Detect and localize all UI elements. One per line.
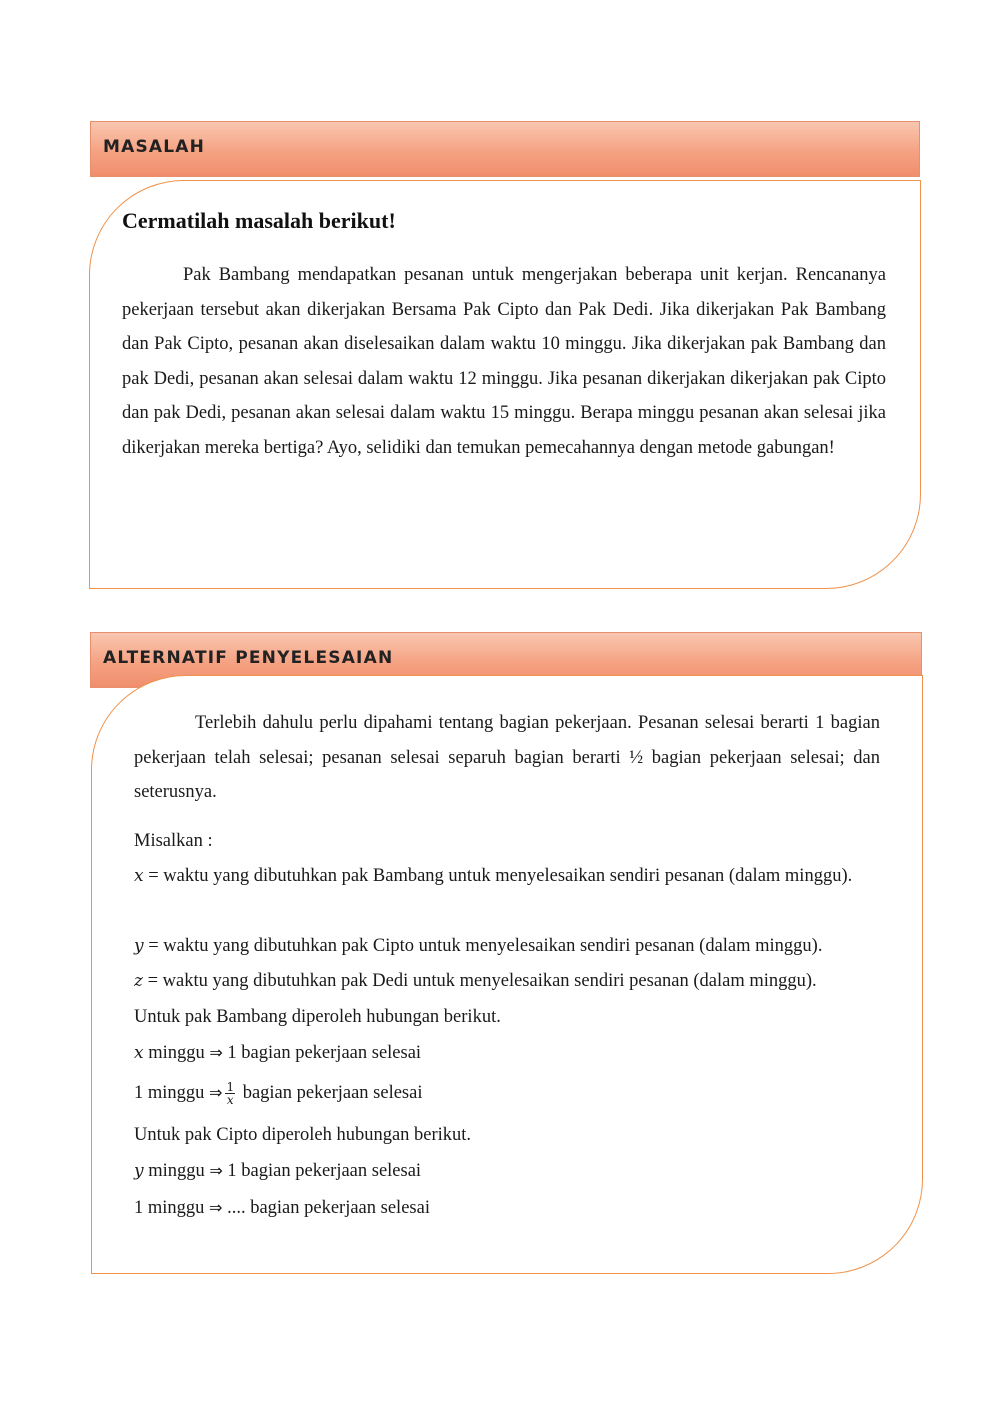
- var-y: y: [134, 936, 144, 956]
- definition-y: [134, 929, 822, 963]
- definition-y-text: = waktu yang dibutuhkan pak Cipto untuk menyelesaikan sendiri pesanan (dalam minggu).: [148, 936, 823, 956]
- fraction-one-over-x: [225, 1081, 235, 1106]
- var-z: z: [134, 971, 143, 991]
- definition-x-text: = waktu yang dibutuhkan pak Bambang untuk menyelesaikan sendiri pesanan (dalam minggu).: [148, 866, 853, 886]
- cipto-relation-2-result: .... bagian pekerjaan selesai: [227, 1198, 430, 1218]
- definition-z-text: = waktu yang dibutuhkan pak Dedi untuk menyelesaikan sendiri pesanan (dalam minggu).: [147, 971, 817, 991]
- cipto-relation-1-result: 1 bagian pekerjaan selesai: [227, 1161, 422, 1181]
- masalah-heading: Cermatilah masalah berikut!: [122, 208, 396, 233]
- cipto-relation-2-unit: 1 minggu: [134, 1198, 205, 1218]
- implies-arrow-icon: ⇒: [209, 1161, 223, 1180]
- definition-x: [134, 859, 880, 894]
- cipto-intro: Untuk pak Cipto diperoleh hubungan berikut.: [134, 1125, 472, 1145]
- bambang-relation-1-unit: minggu: [148, 1043, 205, 1063]
- penyelesaian-banner-title: ALTERNATIF PENYELESAIAN: [103, 648, 394, 668]
- var-x: x: [134, 1043, 144, 1063]
- bambang-relation-1-result: 1 bagian pekerjaan selesai: [227, 1043, 422, 1063]
- masalah-banner: [90, 121, 920, 177]
- misalkan-label: Misalkan :: [134, 831, 213, 851]
- masalah-paragraph: Pak Bambang mendapatkan pesanan untuk mengerjakan beberapa unit kerjan. Rencananya pekerjaan tersebut akan dikerjakan Bersama Pak Cipto dan Pak Dedi. Jika dikerjakan Pak Bambang dan Pak Cipto, pesanan akan diselesaikan dalam waktu 10 minggu. Jika dikerjakan pak Bambang dan pak Dedi, pesanan akan selesai dalam waktu 12 minggu. Jika pesanan dikerjakan dikerjakan pak Cipto dan pak Dedi, pesanan akan selesai dalam waktu 15 minggu. Berapa minggu pesanan akan selesai jika dikerjakan mereka bertiga? Ayo, selidiki dan temukan pemecahannya dengan metode gabungan!: [122, 265, 886, 458]
- bambang-intro: Untuk pak Bambang diperoleh hubungan berikut.: [134, 1007, 501, 1027]
- bambang-relation-2-result: bagian pekerjaan selesai: [242, 1083, 423, 1103]
- var-x: x: [134, 866, 144, 886]
- implies-arrow-icon: ⇒: [209, 1043, 223, 1062]
- fraction-numerator: 1: [226, 1080, 235, 1095]
- var-y: y: [134, 1161, 144, 1181]
- implies-arrow-icon: ⇒: [209, 1083, 223, 1102]
- penyelesaian-intro: Terlebih dahulu perlu dipahami tentang bagian pekerjaan. Pesanan selesai berarti 1 bagian pekerjaan telah selesai; pesanan selesai separuh bagian berarti ½ bagian pekerjaan selesai; dan seterusnya.: [134, 713, 880, 802]
- bambang-relation-2-unit: 1 minggu: [134, 1083, 205, 1103]
- fraction-denominator: x: [226, 1093, 234, 1108]
- bambang-relation-1: [134, 1036, 421, 1070]
- masalah-banner-title: MASALAH: [103, 137, 206, 157]
- cipto-relation-1: [134, 1154, 421, 1188]
- cipto-relation-2: [134, 1191, 430, 1225]
- definition-z: [134, 964, 817, 998]
- bambang-relation-2: [134, 1076, 422, 1110]
- implies-arrow-icon: ⇒: [209, 1198, 223, 1217]
- cipto-relation-1-unit: minggu: [148, 1161, 205, 1181]
